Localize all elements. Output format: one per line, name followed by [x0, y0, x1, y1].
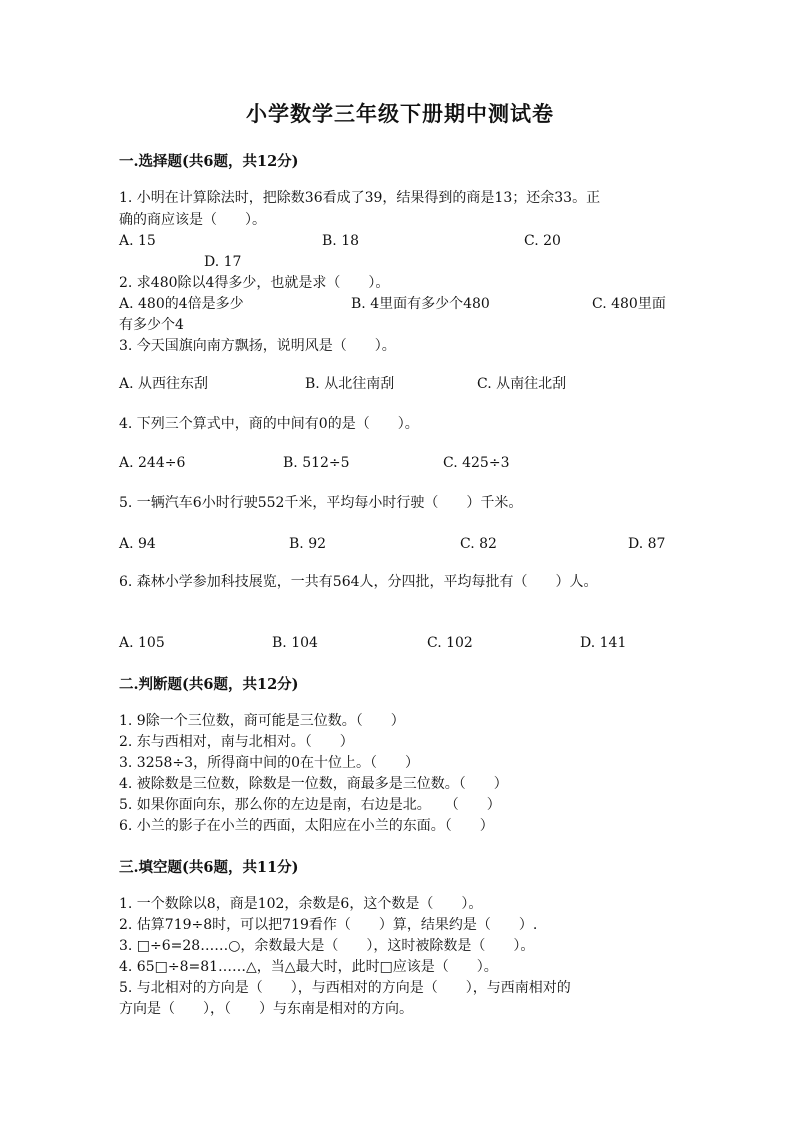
option-a: A. 94	[119, 536, 156, 552]
option-a: A. 244÷6	[119, 455, 186, 471]
question-stem: 2. 求480除以4得多少，也就是求（ ）。	[119, 275, 390, 291]
question-stem: 6. 森林小学参加科技展览，一共有564人，分四批，平均每批有（ ）人。	[119, 574, 598, 590]
question-stem: 3. 今天国旗向南方飘扬，说明风是（ ）。	[119, 338, 396, 354]
option-d: D. 141	[580, 635, 627, 651]
option-b: B. 4里面有多少个480	[351, 296, 490, 312]
option-a: A. 480的4倍是多少	[119, 296, 244, 312]
option-b: B. 从北往南刮	[305, 376, 395, 392]
question-line: 1. 9除一个三位数，商可能是三位数。（ ）	[119, 713, 405, 729]
option-b: B. 92	[289, 536, 327, 552]
option-a: A. 105	[119, 635, 165, 651]
page-title: 小学数学三年级下册期中测试卷	[246, 101, 554, 126]
question-line: 6. 小兰的影子在小兰的西面，太阳应在小兰的东面。（ ）	[119, 818, 494, 834]
question-stem: 确的商应该是（ ）。	[119, 212, 266, 228]
question-line: 1. 一个数除以8，商是102，余数是6，这个数是（ ）。	[119, 896, 483, 912]
question-stem: 1. 小明在计算除法时，把除数36看成了39，结果得到的商是13；还余33。正	[119, 190, 601, 206]
question-line: 2. 估算719÷8时，可以把719看作（ ）算，结果约是（ ）.	[119, 917, 538, 933]
question-line: 4. 65□÷8=81……△，当△最大时，此时□应该是（ ）。	[119, 959, 498, 975]
option-c: C. 82	[460, 536, 497, 552]
option-a: A. 从西往东刮	[119, 376, 209, 392]
option-b: B. 104	[272, 635, 318, 651]
section-heading-fill-blank: 三.填空题(共6题，共11分)	[119, 859, 299, 876]
question-line: 方向是（ ），（ ）与东南是相对的方向。	[119, 1001, 413, 1017]
option-c: C. 102	[427, 635, 473, 651]
section-heading-true-false: 二.判断题(共6题，共12分)	[119, 676, 299, 693]
option-c: C. 480里面	[592, 296, 666, 312]
question-line: 5. 与北相对的方向是（ ），与西相对的方向是（ ），与西南相对的	[119, 980, 571, 996]
option-c: C. 20	[524, 233, 561, 249]
option-c: C. 从南往北刮	[477, 376, 567, 392]
option-b: B. 512÷5	[283, 455, 350, 471]
option-c-continued: 有多少个4	[119, 317, 184, 333]
question-line: 2. 东与西相对，南与北相对。（ ）	[119, 734, 354, 750]
option-d: D. 17	[204, 254, 242, 270]
section-heading-choice: 一.选择题(共6题，共12分)	[119, 153, 299, 170]
question-line: 5. 如果你面向东，那么你的左边是南，右边是北。 （ ）	[119, 797, 501, 813]
question-stem: 5. 一辆汽车6小时行驶552千米，平均每小时行驶（ ）千米。	[119, 495, 523, 511]
option-b: B. 18	[322, 233, 360, 249]
question-stem: 4. 下列三个算式中，商的中间有0的是（ ）。	[119, 416, 419, 432]
option-c: C. 425÷3	[443, 455, 510, 471]
question-line: 3. 3258÷3，所得商中间的0在十位上。（ ）	[119, 755, 419, 771]
question-line: 4. 被除数是三位数，除数是一位数，商最多是三位数。（ ）	[119, 776, 508, 792]
option-a: A. 15	[119, 233, 156, 249]
option-d: D. 87	[628, 536, 666, 552]
question-line: 3. □÷6=28……○，余数最大是（ ），这时被除数是（ ）。	[119, 938, 535, 954]
